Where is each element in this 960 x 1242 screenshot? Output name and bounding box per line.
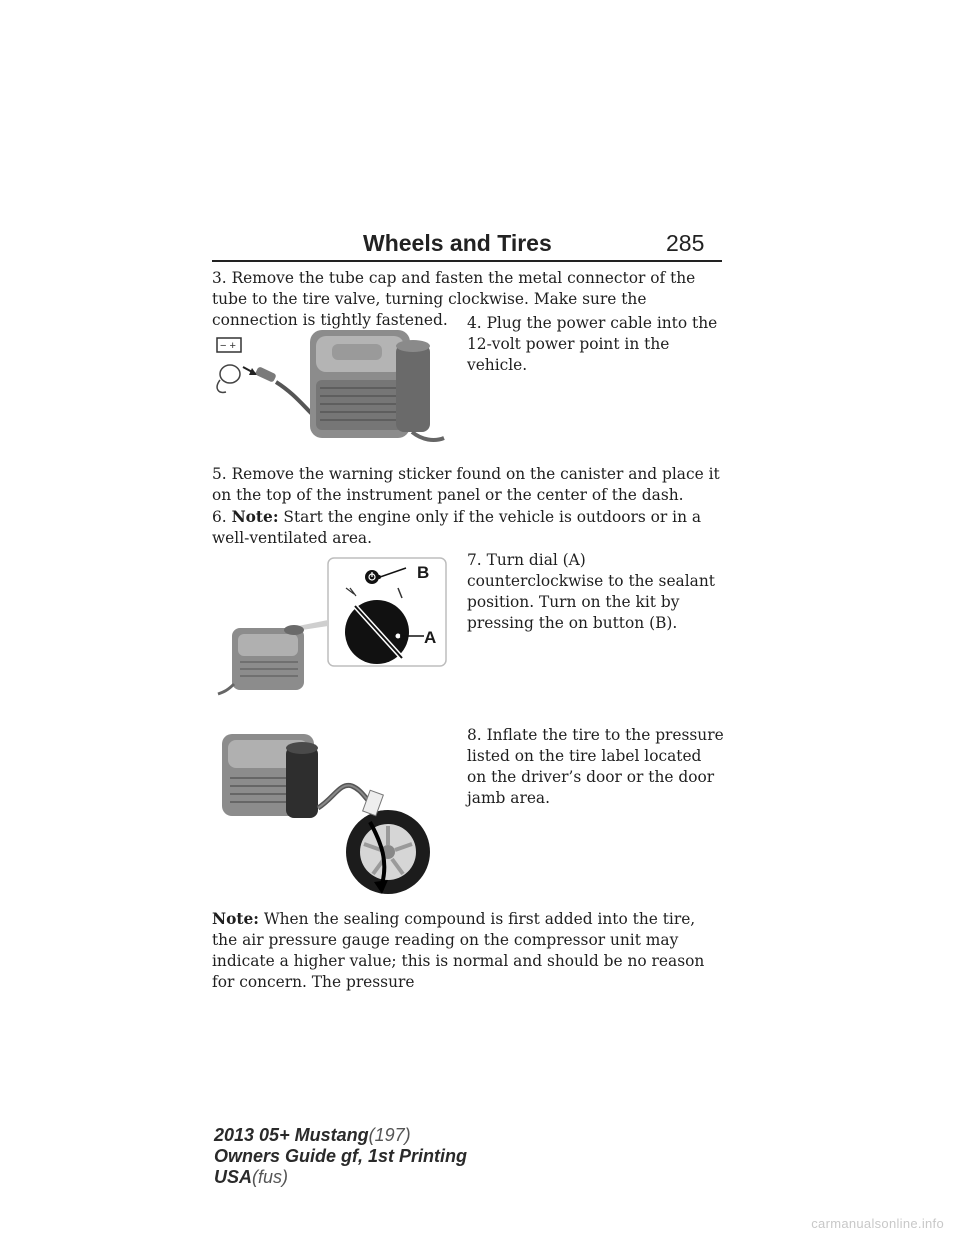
step-3-text: 3. Remove the tube cap and fasten the metal connector of the tube to the tire valve, turning clockwise. Make sure the connection is tightly fastened. (212, 269, 696, 329)
note-text: When the sealing compound is first added into the tire, the air pressure gauge reading on the compressor unit may indicate a higher value; this is normal and should be no reason for concern. The pressure (212, 910, 705, 991)
footer-line-2: Owners Guide gf, 1st Printing (214, 1146, 468, 1166)
note-paragraph (212, 909, 724, 993)
step-4-text: 4. Plug the power cable into the 12-volt power point in the vehicle. (467, 314, 718, 374)
step-7-text: 7. Turn dial (A) counterclockwise to the sealant position. Turn on the kit by pressing the on button (B). (467, 551, 715, 632)
note-label: Note: (212, 910, 259, 928)
step-6-note-label: Note: (231, 508, 279, 526)
compressor-tire-inflation-illustration (212, 728, 448, 896)
step-8-text: 8. Inflate the tire to the pressure listed on the tire label located on the driver’s door or the door jamb area. (467, 726, 724, 807)
header-divider (212, 260, 722, 262)
step-6-note-text: Start the engine only if the vehicle is outdoors or in a well-ventilated area. (212, 508, 702, 547)
footer-model-code: (197) (368, 1125, 411, 1145)
footer-line-3 (214, 1167, 288, 1188)
svg-text:− +: − + (220, 340, 236, 352)
page-number: 285 (666, 230, 705, 256)
footer-market-code: (fus) (252, 1167, 289, 1187)
step-5-text: 5. Remove the warning sticker found on the canister and place it on the top of the instrument panel or the center of the dash. (212, 465, 720, 504)
watermark: carmanualsonline.info (811, 1216, 944, 1231)
step-6-text (212, 507, 724, 549)
label-b: B (417, 563, 430, 582)
step-6-number: 6. (212, 508, 227, 526)
footer-line-1 (214, 1125, 411, 1146)
footer-market: USA (214, 1167, 253, 1187)
compressor-power-plug-illustration (212, 322, 452, 450)
page-title: Wheels and Tires (363, 230, 552, 256)
power-socket-icon (220, 365, 240, 383)
label-a: A (424, 628, 437, 647)
footer-model: 2013 05+ Mustang (214, 1125, 369, 1145)
